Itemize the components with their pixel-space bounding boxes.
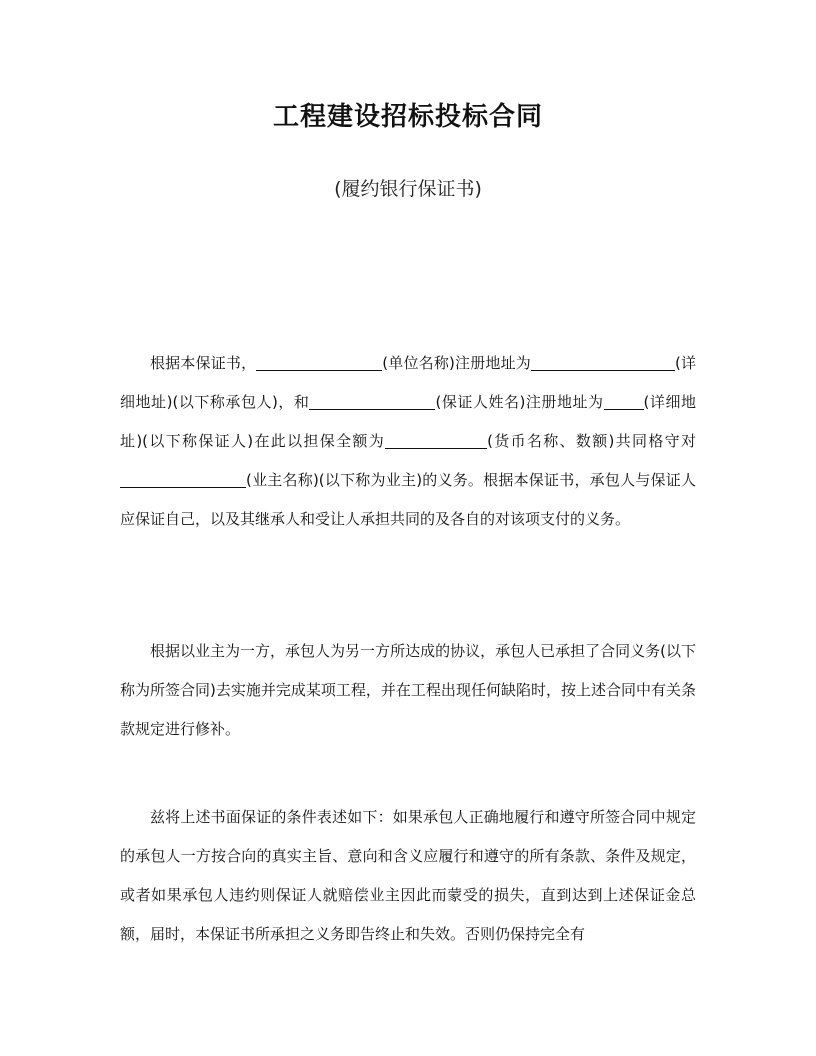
contractor-address-blank	[531, 352, 675, 371]
paragraph-1-text-7: (业主名称)(以下称为业主)的义务。根据本保证书，承包人与保证人应保证自己，以及其继承人和受让人承担共同的及各自的对该项支付的义务。	[120, 471, 696, 528]
paragraph-1-text-4: (保证人姓名)注册地址为	[435, 393, 604, 411]
owner-name-blank	[120, 469, 246, 488]
document-subtitle: (履约银行保证书)	[334, 178, 482, 200]
document-title: 工程建设招标投标合同	[272, 102, 543, 132]
paragraph-3-text: 兹将上述书面保证的条件表述如下：如果承包人正确地履行和遵守所签合同中规定的承包人一方按合向的真实主旨、意向和含义应履行和遵守的所有条款、条件及规定，或者如果承包人违约则保证人就赔偿业主因此而蒙受的损失，直到达到上述保证金总额，届时，本保证书所承担之义务即告终止和失效。否则仍保持完全有	[120, 808, 696, 943]
paragraph-1-text-6: (货币名称、数额)共同格守对	[487, 432, 696, 450]
guarantor-address-blank	[604, 391, 644, 410]
paragraph-guarantee-conditions	[120, 798, 696, 954]
guarantee-amount-blank	[385, 430, 487, 449]
paragraph-1-text-3: (详细地址)(以下称承包人)，和	[120, 354, 696, 411]
paragraph-2-text: 根据以业主为一方，承包人为另一方所达成的协议，承包人已承担了合同义务(以下称为所签合同)去实施并完成某项工程，并在工程出现任何缺陷时，按上述合同中有关条款规定进行修补。	[120, 642, 696, 738]
paragraph-contract-obligation	[120, 632, 696, 749]
paragraph-1-text-2: (单位名称)注册地址为	[382, 354, 531, 372]
contractor-name-blank	[256, 352, 382, 371]
guarantor-name-blank	[309, 391, 435, 410]
paragraph-1-text-5: (详细地址)(以下称保证人)在此以担保全额为	[120, 393, 696, 450]
paragraph-guarantee-parties	[120, 344, 696, 539]
paragraph-1-text-1: 根据本保证书，	[150, 354, 257, 372]
